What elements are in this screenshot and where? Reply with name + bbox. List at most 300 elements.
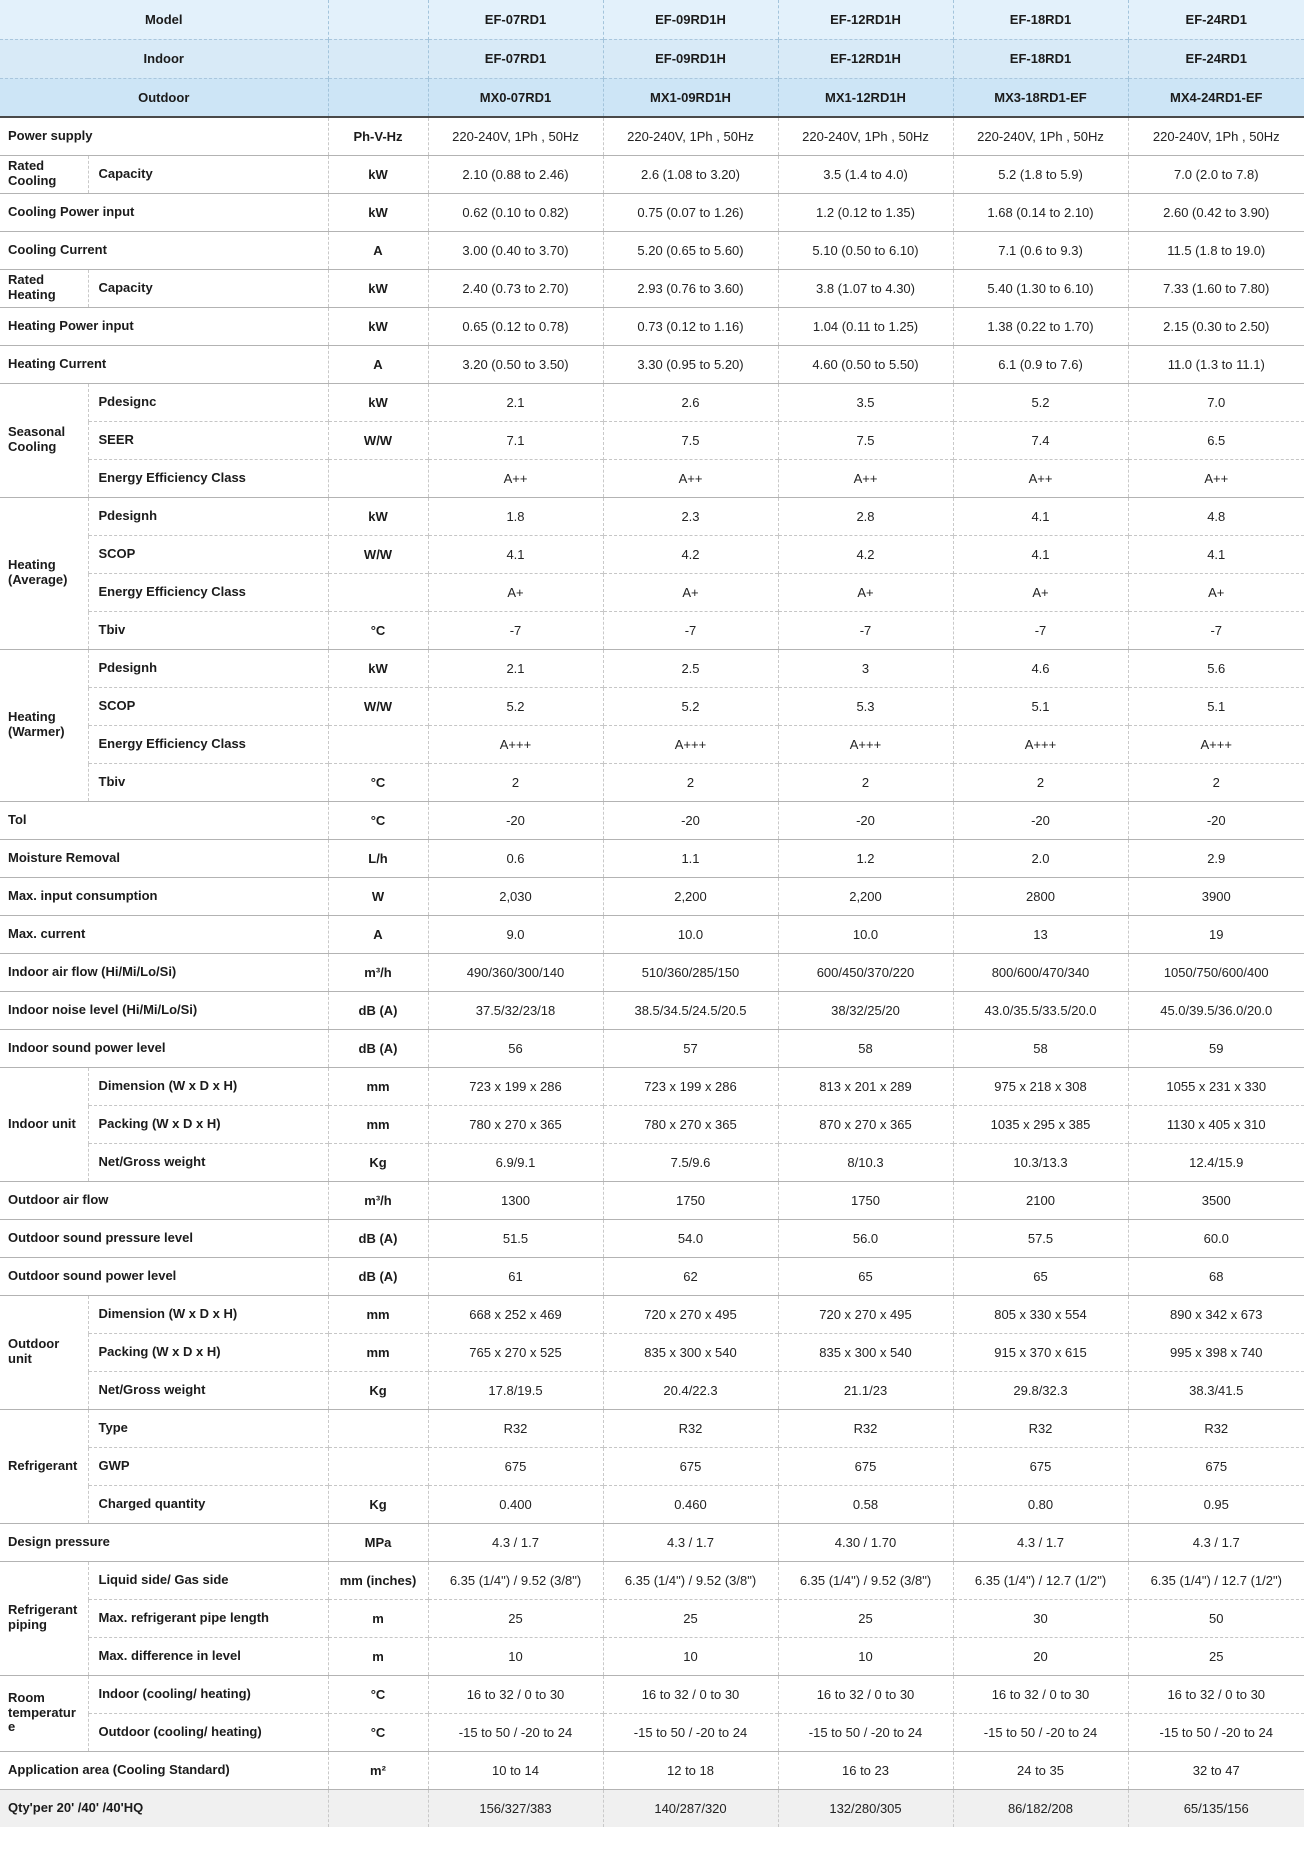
value-cell: 2: [603, 763, 778, 801]
value-cell: 4.6: [953, 649, 1128, 687]
spec-table-header: [0, 0, 1304, 117]
unit-cell: W/W: [328, 421, 428, 459]
row-label-cell: Tbiv: [88, 763, 328, 801]
unit-cell: m²: [328, 1751, 428, 1789]
table-row: [0, 1713, 1304, 1751]
value-cell: 65: [953, 1257, 1128, 1295]
value-cell: 6.35 (1/4") / 9.52 (3/8"): [603, 1561, 778, 1599]
unit-cell: kW: [328, 269, 428, 307]
value-cell: 3500: [1128, 1181, 1304, 1219]
table-row: [0, 1219, 1304, 1257]
value-cell: 56: [428, 1029, 603, 1067]
value-cell: 835 x 300 x 540: [778, 1333, 953, 1371]
unit-cell: [328, 1789, 428, 1827]
value-cell: 32 to 47: [1128, 1751, 1304, 1789]
value-cell: 4.3 / 1.7: [603, 1523, 778, 1561]
row-label-cell: Indoor air flow (Hi/Mi/Lo/Si): [0, 953, 328, 991]
table-row: [0, 1105, 1304, 1143]
value-cell: 510/360/285/150: [603, 953, 778, 991]
value-cell: 5.3: [778, 687, 953, 725]
table-row: [0, 839, 1304, 877]
value-cell: 1055 x 231 x 330: [1128, 1067, 1304, 1105]
table-row: [0, 687, 1304, 725]
row-label-cell: Charged quantity: [88, 1485, 328, 1523]
table-row: [0, 763, 1304, 801]
table-row: [0, 117, 1304, 155]
value-cell: 1750: [778, 1181, 953, 1219]
value-cell: -15 to 50 / -20 to 24: [953, 1713, 1128, 1751]
value-cell: 2: [953, 763, 1128, 801]
header-model-cell: EF-18RD1: [953, 39, 1128, 78]
value-cell: 7.5: [778, 421, 953, 459]
unit-cell: Ph-V-Hz: [328, 117, 428, 155]
unit-cell: [328, 1447, 428, 1485]
header-model-cell: MX1-09RD1H: [603, 78, 778, 117]
value-cell: 16 to 23: [778, 1751, 953, 1789]
table-row: [0, 649, 1304, 687]
unit-cell: dB (A): [328, 1029, 428, 1067]
value-cell: 1130 x 405 x 310: [1128, 1105, 1304, 1143]
header-model-cell: MX3-18RD1-EF: [953, 78, 1128, 117]
table-row: [0, 1409, 1304, 1447]
value-cell: 4.30 / 1.70: [778, 1523, 953, 1561]
row-label-cell: Pdesignh: [88, 497, 328, 535]
value-cell: A+++: [603, 725, 778, 763]
unit-cell: mm (inches): [328, 1561, 428, 1599]
value-cell: 2,030: [428, 877, 603, 915]
table-row: [0, 345, 1304, 383]
value-cell: 54.0: [603, 1219, 778, 1257]
value-cell: A+: [953, 573, 1128, 611]
row-group-label-cell: Heating (Average): [0, 497, 88, 649]
unit-cell: kW: [328, 383, 428, 421]
row-group-label-cell: Rated Cooling: [0, 155, 88, 193]
header-model-cell: EF-09RD1H: [603, 39, 778, 78]
value-cell: 38.5/34.5/24.5/20.5: [603, 991, 778, 1029]
row-label-cell: Application area (Cooling Standard): [0, 1751, 328, 1789]
header-model-cell: EF-24RD1: [1128, 0, 1304, 39]
table-row: [0, 269, 1304, 307]
value-cell: 2.40 (0.73 to 2.70): [428, 269, 603, 307]
header-model-cell: EF-12RD1H: [778, 0, 953, 39]
row-label-cell: Net/Gross weight: [88, 1143, 328, 1181]
unit-cell: m³/h: [328, 953, 428, 991]
value-cell: 10: [603, 1637, 778, 1675]
value-cell: 675: [428, 1447, 603, 1485]
row-label-cell: Max. current: [0, 915, 328, 953]
unit-cell: Kg: [328, 1371, 428, 1409]
value-cell: 8/10.3: [778, 1143, 953, 1181]
value-cell: 5.10 (0.50 to 6.10): [778, 231, 953, 269]
value-cell: 3900: [1128, 877, 1304, 915]
value-cell: 17.8/19.5: [428, 1371, 603, 1409]
value-cell: 51.5: [428, 1219, 603, 1257]
value-cell: 675: [953, 1447, 1128, 1485]
value-cell: 0.62 (0.10 to 0.82): [428, 193, 603, 231]
row-label-cell: Dimension (W x D x H): [88, 1295, 328, 1333]
header-model-cell: EF-07RD1: [428, 39, 603, 78]
value-cell: 2: [428, 763, 603, 801]
value-cell: 57: [603, 1029, 778, 1067]
row-label-cell: Net/Gross weight: [88, 1371, 328, 1409]
value-cell: 86/182/208: [953, 1789, 1128, 1827]
value-cell: 6.35 (1/4") / 9.52 (3/8"): [428, 1561, 603, 1599]
header-row: [0, 78, 1304, 117]
value-cell: 2.93 (0.76 to 3.60): [603, 269, 778, 307]
value-cell: 24 to 35: [953, 1751, 1128, 1789]
value-cell: R32: [953, 1409, 1128, 1447]
value-cell: 10: [428, 1637, 603, 1675]
value-cell: 10.0: [603, 915, 778, 953]
value-cell: 0.6: [428, 839, 603, 877]
value-cell: 5.2 (1.8 to 5.9): [953, 155, 1128, 193]
unit-cell: W/W: [328, 535, 428, 573]
value-cell: -15 to 50 / -20 to 24: [778, 1713, 953, 1751]
table-row: [0, 1333, 1304, 1371]
table-row: [0, 1637, 1304, 1675]
row-label-cell: SCOP: [88, 535, 328, 573]
value-cell: 2.5: [603, 649, 778, 687]
value-cell: 7.5/9.6: [603, 1143, 778, 1181]
value-cell: -20: [778, 801, 953, 839]
value-cell: 156/327/383: [428, 1789, 603, 1827]
value-cell: 2,200: [778, 877, 953, 915]
row-label-cell: Energy Efficiency Class: [88, 459, 328, 497]
value-cell: 1035 x 295 x 385: [953, 1105, 1128, 1143]
header-model-cell: EF-07RD1: [428, 0, 603, 39]
value-cell: 4.1: [953, 497, 1128, 535]
unit-cell: kW: [328, 649, 428, 687]
value-cell: 132/280/305: [778, 1789, 953, 1827]
value-cell: 995 x 398 x 740: [1128, 1333, 1304, 1371]
value-cell: 890 x 342 x 673: [1128, 1295, 1304, 1333]
table-row: [0, 231, 1304, 269]
row-label-cell: Energy Efficiency Class: [88, 725, 328, 763]
row-group-label-cell: Rated Heating: [0, 269, 88, 307]
value-cell: 975 x 218 x 308: [953, 1067, 1128, 1105]
table-row: [0, 1143, 1304, 1181]
value-cell: 38/32/25/20: [778, 991, 953, 1029]
value-cell: -20: [953, 801, 1128, 839]
value-cell: 2.9: [1128, 839, 1304, 877]
table-row: [0, 1257, 1304, 1295]
unit-cell: mm: [328, 1295, 428, 1333]
value-cell: 0.65 (0.12 to 0.78): [428, 307, 603, 345]
row-label-cell: Liquid side/ Gas side: [88, 1561, 328, 1599]
value-cell: 7.5: [603, 421, 778, 459]
row-label-cell: Packing (W x D x H): [88, 1333, 328, 1371]
value-cell: 720 x 270 x 495: [778, 1295, 953, 1333]
row-label-cell: Max. input consumption: [0, 877, 328, 915]
header-row: [0, 39, 1304, 78]
value-cell: 29.8/32.3: [953, 1371, 1128, 1409]
value-cell: A++: [778, 459, 953, 497]
value-cell: 780 x 270 x 365: [428, 1105, 603, 1143]
value-cell: -20: [1128, 801, 1304, 839]
value-cell: 2.8: [778, 497, 953, 535]
value-cell: 4.1: [1128, 535, 1304, 573]
value-cell: 57.5: [953, 1219, 1128, 1257]
header-model-cell: EF-24RD1: [1128, 39, 1304, 78]
value-cell: 10.3/13.3: [953, 1143, 1128, 1181]
table-row: [0, 1523, 1304, 1561]
value-cell: 0.73 (0.12 to 1.16): [603, 307, 778, 345]
table-row: [0, 953, 1304, 991]
value-cell: R32: [428, 1409, 603, 1447]
row-group-label-cell: Outdoor unit: [0, 1295, 88, 1409]
value-cell: 11.5 (1.8 to 19.0): [1128, 231, 1304, 269]
value-cell: 870 x 270 x 365: [778, 1105, 953, 1143]
value-cell: 220-240V, 1Ph , 50Hz: [428, 117, 603, 155]
value-cell: 65: [778, 1257, 953, 1295]
value-cell: 25: [1128, 1637, 1304, 1675]
value-cell: 5.40 (1.30 to 6.10): [953, 269, 1128, 307]
row-label-cell: Pdesignh: [88, 649, 328, 687]
value-cell: 5.1: [953, 687, 1128, 725]
value-cell: 25: [428, 1599, 603, 1637]
table-row: [0, 573, 1304, 611]
value-cell: -7: [778, 611, 953, 649]
unit-cell: W/W: [328, 687, 428, 725]
value-cell: A+++: [778, 725, 953, 763]
value-cell: R32: [1128, 1409, 1304, 1447]
value-cell: 4.3 / 1.7: [953, 1523, 1128, 1561]
value-cell: 2.1: [428, 383, 603, 421]
unit-cell: dB (A): [328, 991, 428, 1029]
value-cell: 220-240V, 1Ph , 50Hz: [953, 117, 1128, 155]
row-label-cell: Cooling Power input: [0, 193, 328, 231]
value-cell: 780 x 270 x 365: [603, 1105, 778, 1143]
row-label-cell: Outdoor air flow: [0, 1181, 328, 1219]
unit-cell: Kg: [328, 1143, 428, 1181]
unit-cell: A: [328, 231, 428, 269]
row-label-cell: Capacity: [88, 155, 328, 193]
row-label-cell: Indoor (cooling/ heating): [88, 1675, 328, 1713]
value-cell: 4.8: [1128, 497, 1304, 535]
value-cell: -15 to 50 / -20 to 24: [428, 1713, 603, 1751]
value-cell: 5.2: [603, 687, 778, 725]
row-label-cell: Heating Power input: [0, 307, 328, 345]
row-label-cell: Qty'per 20' /40' /40'HQ: [0, 1789, 328, 1827]
value-cell: 3.5: [778, 383, 953, 421]
unit-cell: dB (A): [328, 1257, 428, 1295]
table-row: [0, 1067, 1304, 1105]
value-cell: -15 to 50 / -20 to 24: [1128, 1713, 1304, 1751]
table-row: [0, 1485, 1304, 1523]
value-cell: 1.1: [603, 839, 778, 877]
value-cell: 5.1: [1128, 687, 1304, 725]
value-cell: 800/600/470/340: [953, 953, 1128, 991]
value-cell: 0.400: [428, 1485, 603, 1523]
value-cell: 3.30 (0.95 to 5.20): [603, 345, 778, 383]
value-cell: 3.5 (1.4 to 4.0): [778, 155, 953, 193]
value-cell: 1750: [603, 1181, 778, 1219]
value-cell: 1.38 (0.22 to 1.70): [953, 307, 1128, 345]
value-cell: 600/450/370/220: [778, 953, 953, 991]
header-unit-cell: [328, 78, 428, 117]
value-cell: 6.5: [1128, 421, 1304, 459]
row-label-cell: Pdesignc: [88, 383, 328, 421]
value-cell: 10: [778, 1637, 953, 1675]
value-cell: 3.20 (0.50 to 3.50): [428, 345, 603, 383]
row-label-cell: Indoor sound power level: [0, 1029, 328, 1067]
header-model-cell: EF-12RD1H: [778, 39, 953, 78]
row-label-cell: Max. difference in level: [88, 1637, 328, 1675]
unit-cell: A: [328, 345, 428, 383]
value-cell: 2100: [953, 1181, 1128, 1219]
value-cell: 7.0: [1128, 383, 1304, 421]
table-row: [0, 497, 1304, 535]
unit-cell: m: [328, 1599, 428, 1637]
value-cell: 1.2 (0.12 to 1.35): [778, 193, 953, 231]
row-label-cell: Outdoor (cooling/ heating): [88, 1713, 328, 1751]
value-cell: 3.8 (1.07 to 4.30): [778, 269, 953, 307]
unit-cell: [328, 725, 428, 763]
value-cell: 2,200: [603, 877, 778, 915]
value-cell: -15 to 50 / -20 to 24: [603, 1713, 778, 1751]
value-cell: 13: [953, 915, 1128, 953]
value-cell: 2.10 (0.88 to 2.46): [428, 155, 603, 193]
unit-cell: °C: [328, 763, 428, 801]
value-cell: 5.20 (0.65 to 5.60): [603, 231, 778, 269]
value-cell: 490/360/300/140: [428, 953, 603, 991]
value-cell: 2.6 (1.08 to 3.20): [603, 155, 778, 193]
value-cell: 4.2: [603, 535, 778, 573]
row-group-label-cell: Room temperature: [0, 1675, 88, 1751]
value-cell: 7.4: [953, 421, 1128, 459]
value-cell: 7.1: [428, 421, 603, 459]
value-cell: A++: [603, 459, 778, 497]
unit-cell: [328, 1409, 428, 1447]
table-row: [0, 421, 1304, 459]
value-cell: A+: [1128, 573, 1304, 611]
value-cell: -7: [1128, 611, 1304, 649]
value-cell: 10.0: [778, 915, 953, 953]
value-cell: 25: [778, 1599, 953, 1637]
value-cell: 668 x 252 x 469: [428, 1295, 603, 1333]
value-cell: 20: [953, 1637, 1128, 1675]
row-label-cell: SEER: [88, 421, 328, 459]
value-cell: 11.0 (1.3 to 11.1): [1128, 345, 1304, 383]
value-cell: 10 to 14: [428, 1751, 603, 1789]
value-cell: 805 x 330 x 554: [953, 1295, 1128, 1333]
value-cell: 220-240V, 1Ph , 50Hz: [778, 117, 953, 155]
value-cell: 720 x 270 x 495: [603, 1295, 778, 1333]
unit-cell: °C: [328, 1713, 428, 1751]
unit-cell: dB (A): [328, 1219, 428, 1257]
value-cell: 4.60 (0.50 to 5.50): [778, 345, 953, 383]
header-model-cell: EF-18RD1: [953, 0, 1128, 39]
row-label-cell: Indoor noise level (Hi/Mi/Lo/Si): [0, 991, 328, 1029]
row-group-label-cell: Seasonal Cooling: [0, 383, 88, 497]
value-cell: 4.2: [778, 535, 953, 573]
value-cell: 16 to 32 / 0 to 30: [953, 1675, 1128, 1713]
value-cell: 6.9/9.1: [428, 1143, 603, 1181]
header-unit-cell: [328, 39, 428, 78]
row-label-cell: Dimension (W x D x H): [88, 1067, 328, 1105]
value-cell: 1.2: [778, 839, 953, 877]
value-cell: 675: [778, 1447, 953, 1485]
value-cell: 20.4/22.3: [603, 1371, 778, 1409]
value-cell: 675: [1128, 1447, 1304, 1485]
table-row: [0, 193, 1304, 231]
value-cell: A+++: [1128, 725, 1304, 763]
value-cell: 16 to 32 / 0 to 30: [778, 1675, 953, 1713]
value-cell: 2.60 (0.42 to 3.90): [1128, 193, 1304, 231]
table-row: [0, 877, 1304, 915]
unit-cell: mm: [328, 1067, 428, 1105]
value-cell: 220-240V, 1Ph , 50Hz: [1128, 117, 1304, 155]
value-cell: 220-240V, 1Ph , 50Hz: [603, 117, 778, 155]
row-label-cell: Type: [88, 1409, 328, 1447]
table-row: [0, 1789, 1304, 1827]
value-cell: 5.6: [1128, 649, 1304, 687]
value-cell: 61: [428, 1257, 603, 1295]
value-cell: 0.95: [1128, 1485, 1304, 1523]
value-cell: -20: [428, 801, 603, 839]
table-row: [0, 1295, 1304, 1333]
value-cell: 43.0/35.5/33.5/20.0: [953, 991, 1128, 1029]
table-row: [0, 383, 1304, 421]
value-cell: 3: [778, 649, 953, 687]
value-cell: 65/135/156: [1128, 1789, 1304, 1827]
value-cell: 50: [1128, 1599, 1304, 1637]
row-label-cell: Power supply: [0, 117, 328, 155]
header-label-cell: Indoor: [0, 39, 328, 78]
value-cell: 16 to 32 / 0 to 30: [1128, 1675, 1304, 1713]
row-label-cell: Max. refrigerant pipe length: [88, 1599, 328, 1637]
value-cell: R32: [603, 1409, 778, 1447]
row-group-label-cell: Indoor unit: [0, 1067, 88, 1181]
value-cell: 2: [778, 763, 953, 801]
unit-cell: [328, 573, 428, 611]
value-cell: 9.0: [428, 915, 603, 953]
value-cell: 16 to 32 / 0 to 30: [603, 1675, 778, 1713]
value-cell: 0.460: [603, 1485, 778, 1523]
value-cell: A++: [428, 459, 603, 497]
value-cell: 37.5/32/23/18: [428, 991, 603, 1029]
spec-table-body: [0, 117, 1304, 1827]
value-cell: 5.2: [428, 687, 603, 725]
value-cell: R32: [778, 1409, 953, 1447]
row-label-cell: Packing (W x D x H): [88, 1105, 328, 1143]
value-cell: 6.35 (1/4") / 12.7 (1/2"): [1128, 1561, 1304, 1599]
value-cell: 3.00 (0.40 to 3.70): [428, 231, 603, 269]
value-cell: -7: [603, 611, 778, 649]
header-row: [0, 0, 1304, 39]
value-cell: 59: [1128, 1029, 1304, 1067]
row-label-cell: Cooling Current: [0, 231, 328, 269]
value-cell: 4.3 / 1.7: [1128, 1523, 1304, 1561]
value-cell: A+++: [953, 725, 1128, 763]
unit-cell: m: [328, 1637, 428, 1675]
unit-cell: m³/h: [328, 1181, 428, 1219]
header-unit-cell: [328, 0, 428, 39]
value-cell: 0.80: [953, 1485, 1128, 1523]
value-cell: 915 x 370 x 615: [953, 1333, 1128, 1371]
header-label-cell: Outdoor: [0, 78, 328, 117]
unit-cell: kW: [328, 497, 428, 535]
unit-cell: °C: [328, 611, 428, 649]
table-row: [0, 801, 1304, 839]
value-cell: 835 x 300 x 540: [603, 1333, 778, 1371]
row-group-label-cell: Refrigerant piping: [0, 1561, 88, 1675]
unit-cell: A: [328, 915, 428, 953]
value-cell: 58: [953, 1029, 1128, 1067]
value-cell: 0.75 (0.07 to 1.26): [603, 193, 778, 231]
unit-cell: °C: [328, 1675, 428, 1713]
value-cell: -20: [603, 801, 778, 839]
